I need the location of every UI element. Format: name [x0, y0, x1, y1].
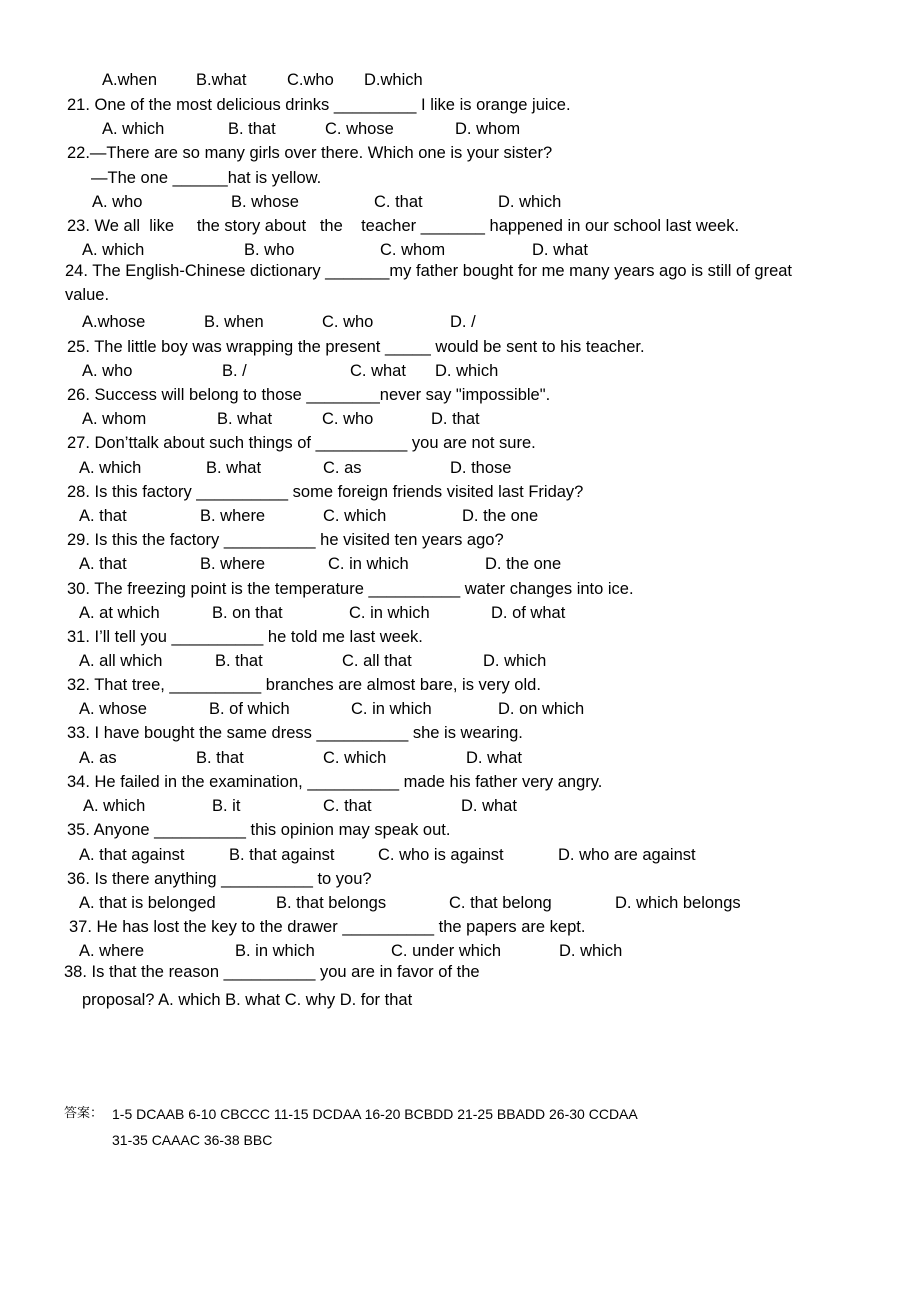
- option-a: A. where: [79, 942, 145, 960]
- question-stem: 37. He has lost the key to the drawer __________ the papers are kept.: [69, 918, 586, 936]
- question-stem: 27. Don’ttalk about such things of __________ you are not sure.: [67, 434, 536, 452]
- question-stem: 22.—There are so many girls over there. Which one is your sister?: [67, 144, 553, 162]
- option-d: D. what: [461, 797, 517, 815]
- option-c: C. all that: [342, 652, 412, 670]
- option-b: B. that belongs: [276, 894, 387, 912]
- question-stem: 23. We all like the story about the teacher _______ happened in our school last week.: [67, 217, 740, 235]
- option-c: C. under which: [391, 942, 502, 960]
- option-b: B. of which: [209, 700, 290, 718]
- option-a: A. who: [92, 193, 143, 211]
- option-b: B. it: [212, 797, 241, 815]
- option-a: A. which: [79, 459, 142, 477]
- option-a: A. which: [82, 241, 145, 259]
- option-c: C. in which: [328, 555, 409, 573]
- option-d: D. which: [498, 193, 562, 211]
- question-stem: 33. I have bought the same dress __________ she is wearing.: [67, 724, 523, 742]
- option-d: D. which belongs: [615, 894, 741, 912]
- option-b: B. that: [196, 749, 244, 767]
- option-c: C. as: [323, 459, 362, 477]
- option-d: D. what: [532, 241, 588, 259]
- option-b: B. where: [200, 555, 266, 573]
- option-a: A. whose: [79, 700, 147, 718]
- option-c: C. what: [350, 362, 406, 380]
- option-c: C. in which: [349, 604, 430, 622]
- option-b: B. when: [204, 313, 264, 331]
- option-c: C. whom: [380, 241, 446, 259]
- option-a: A. that: [79, 507, 127, 525]
- option-a: A. that against: [79, 846, 185, 864]
- option-a: A. at which: [79, 604, 160, 622]
- option-b: B. in which: [235, 942, 315, 960]
- option-d: D.which: [364, 71, 423, 89]
- question-stem: 35. Anyone __________ this opinion may speak out.: [67, 821, 451, 839]
- option-d: D. those: [450, 459, 512, 477]
- option-d: D. whom: [455, 120, 521, 138]
- question-stem: 28. Is this factory __________ some foreign friends visited last Friday?: [67, 483, 584, 501]
- option-a: A.when: [102, 71, 158, 89]
- option-d: D. the one: [485, 555, 562, 573]
- option-b: B.what: [196, 71, 247, 89]
- option-b: B. that: [215, 652, 263, 670]
- option-d: D. the one: [462, 507, 539, 525]
- option-c: C. who is against: [378, 846, 504, 864]
- option-c: C. who: [322, 410, 374, 428]
- option-b: B. where: [200, 507, 266, 525]
- option-a: A. all which: [79, 652, 163, 670]
- option-c: C.who: [287, 71, 334, 89]
- option-c: C. which: [323, 749, 387, 767]
- option-d: D. who are against: [558, 846, 696, 864]
- option-c: C. which: [323, 507, 387, 525]
- option-b: B. /: [222, 362, 247, 380]
- question-stem-continued: proposal? A. which B. what C. why D. for that: [82, 991, 413, 1009]
- question-stem: 29. Is this the factory __________ he visited ten years ago?: [67, 531, 504, 549]
- question-stem: 25. The little boy was wrapping the present _____ would be sent to his teacher.: [67, 338, 645, 356]
- option-c: C. that: [323, 797, 372, 815]
- option-a: A. that: [79, 555, 127, 573]
- option-a: A. which: [83, 797, 146, 815]
- option-d: D. of what: [491, 604, 566, 622]
- question-stem: 26. Success will belong to those ________never say "impossible".: [67, 386, 551, 404]
- answer-key-label: 答案：: [64, 1106, 104, 1121]
- question-stem: 24. The English-Chinese dictionary _______my father bought for me many years ago is still of great: [65, 262, 793, 280]
- option-d: D. which: [483, 652, 547, 670]
- question-stem: 31. I’ll tell you __________ he told me last week.: [67, 628, 423, 646]
- option-a: A.whose: [82, 313, 146, 331]
- question-stem: 38. Is that the reason __________ you are in favor of the: [64, 963, 480, 981]
- option-d: D. what: [466, 749, 522, 767]
- option-d: D. that: [431, 410, 480, 428]
- option-a: A. as: [79, 749, 117, 767]
- question-stem-continued: value.: [65, 286, 110, 304]
- answer-key-line: 31-35 CAAAC 36-38 BBC: [112, 1132, 273, 1148]
- option-a: A. which: [102, 120, 165, 138]
- option-b: B. what: [217, 410, 273, 428]
- option-b: B. what: [206, 459, 262, 477]
- option-c: C. that belong: [449, 894, 552, 912]
- question-stem: 21. One of the most delicious drinks _________ I like is orange juice.: [67, 96, 571, 114]
- option-b: B. on that: [212, 604, 283, 622]
- option-b: B. whose: [231, 193, 299, 211]
- option-c: C. whose: [325, 120, 394, 138]
- option-d: D. which: [559, 942, 623, 960]
- option-a: A. who: [82, 362, 133, 380]
- option-a: A. that is belonged: [79, 894, 216, 912]
- option-c: C. who: [322, 313, 374, 331]
- option-d: D. which: [435, 362, 499, 380]
- option-d: D. /: [450, 313, 476, 331]
- option-c: C. that: [374, 193, 423, 211]
- question-stem-continued: —The one ______hat is yellow.: [91, 169, 322, 187]
- question-stem: 30. The freezing point is the temperature __________ water changes into ice.: [67, 580, 634, 598]
- option-d: D. on which: [498, 700, 585, 718]
- question-stem: 34. He failed in the examination, __________ made his father very angry.: [67, 773, 603, 791]
- question-stem: 32. That tree, __________ branches are almost bare, is very old.: [67, 676, 541, 694]
- option-a: A. whom: [82, 410, 147, 428]
- answer-key-line: 1-5 DCAAB 6-10 CBCCC 11-15 DCDAA 16-20 BCBDD 21-25 BBADD 26-30 CCDAA: [112, 1106, 638, 1122]
- option-b: B. who: [244, 241, 295, 259]
- option-c: C. in which: [351, 700, 432, 718]
- question-stem: 36. Is there anything __________ to you?: [67, 870, 372, 888]
- option-b: B. that against: [229, 846, 335, 864]
- option-b: B. that: [228, 120, 276, 138]
